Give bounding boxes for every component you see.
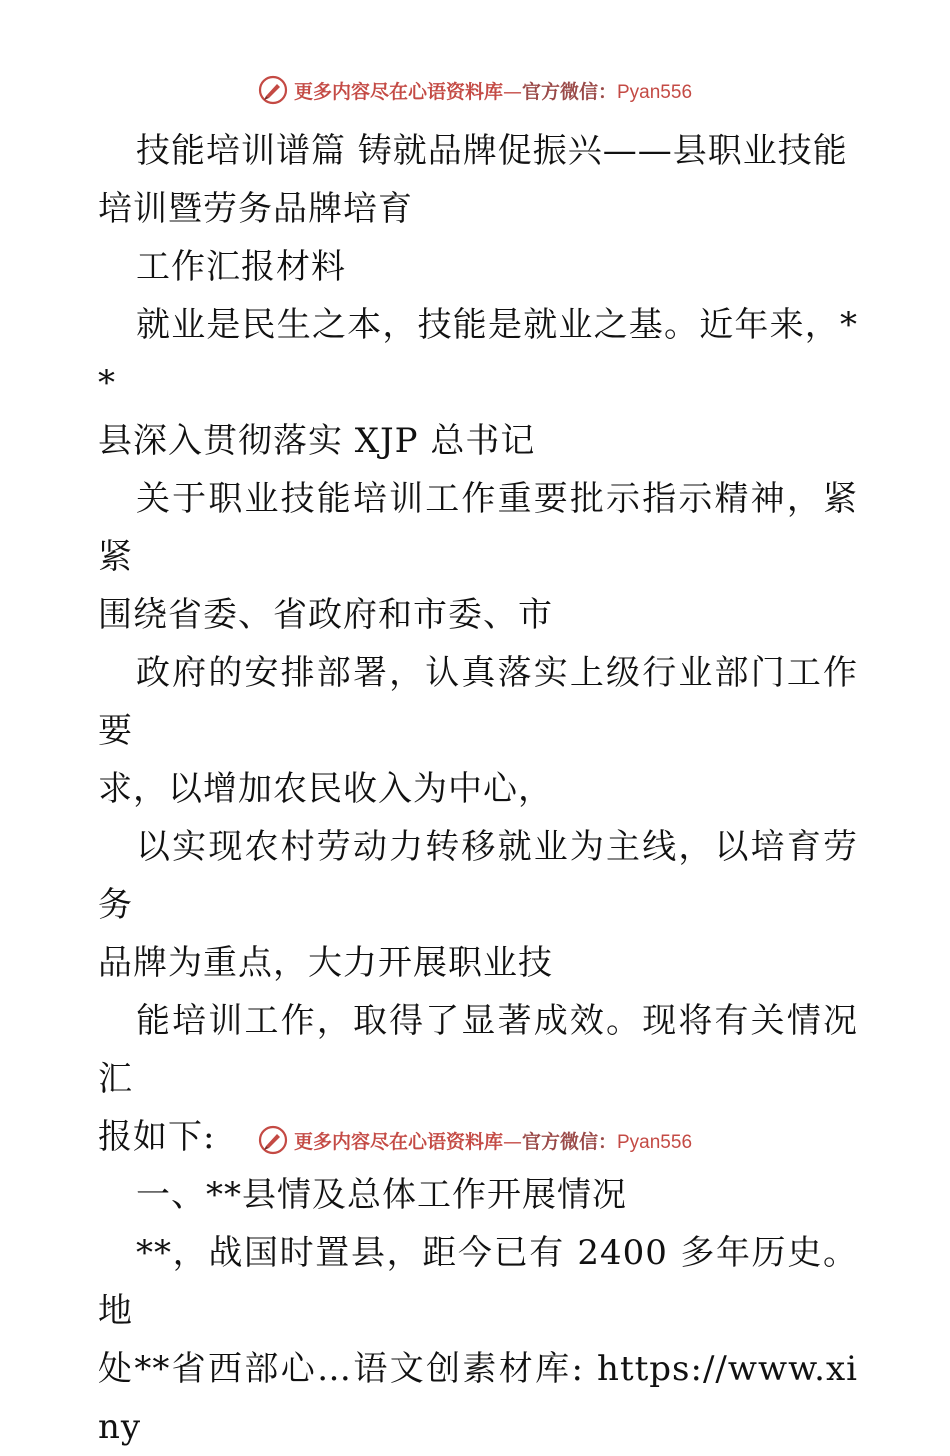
- paragraph-2-line-2: 围绕省委、省政府和市委、市: [98, 595, 553, 635]
- paragraph-3-line-1: 政府的安排部署，认真落实上级行业部门工作要: [98, 653, 858, 751]
- pen-logo-icon: [258, 75, 288, 105]
- watermark-wechat-id: Pyan556: [617, 1131, 693, 1153]
- watermark-main-text: 更多内容尽在心语资料库: [293, 1130, 503, 1153]
- footer-watermark-banner: [0, 1120, 950, 1160]
- section-heading: 一、**县情及总体工作开展情况: [136, 1175, 627, 1215]
- last-paragraph-line-2: 处**省西部心…语文创素材库: https://www.xiny: [98, 1349, 858, 1447]
- paragraph-1-line-1: 就业是民生之本，技能是就业之基。近年来，**: [98, 305, 858, 403]
- paragraph-4-line-2: 品牌为重点，大力开展职业技: [98, 943, 553, 983]
- document-title-line-2: 培训暨劳务品牌培育: [98, 189, 413, 229]
- paragraph-5-line-1: 能培训工作，取得了显著成效。现将有关情况汇: [98, 1001, 858, 1099]
- document-body: [98, 122, 858, 1456]
- pen-logo-icon: [258, 1125, 288, 1155]
- watermark-main-text: 更多内容尽在心语资料库: [293, 80, 503, 103]
- watermark-text: [294, 1127, 692, 1154]
- watermark-wechat-id: Pyan556: [617, 81, 693, 103]
- document-title-line-1: 技能培训谱篇 铸就品牌促振兴——县职业技能: [136, 131, 848, 171]
- watermark-sub-text: 官方微信：: [521, 1130, 617, 1153]
- paragraph-2-line-1: 关于职业技能培训工作重要批示指示精神，紧紧: [98, 479, 858, 577]
- last-paragraph-line-1: **，战国时置县，距今已有 2400 多年历史。地: [98, 1233, 858, 1331]
- paragraph-4-line-1: 以实现农村劳动力转移就业为主线，以培育劳务: [98, 827, 858, 925]
- header-watermark-banner: [0, 70, 950, 110]
- paragraph-5-line-2: 报如下:: [98, 1117, 216, 1157]
- paragraph-1-line-2: 县深入贯彻落实 XJP 总书记: [98, 421, 536, 461]
- paragraph-3-line-2: 求，以增加农民收入为中心，: [98, 769, 553, 809]
- watermark-text: [294, 77, 692, 104]
- document-title-line-3: 工作汇报材料: [136, 247, 346, 287]
- watermark-separator: —: [502, 1130, 522, 1153]
- watermark-separator: —: [502, 80, 522, 103]
- watermark-sub-text: 官方微信：: [521, 80, 617, 103]
